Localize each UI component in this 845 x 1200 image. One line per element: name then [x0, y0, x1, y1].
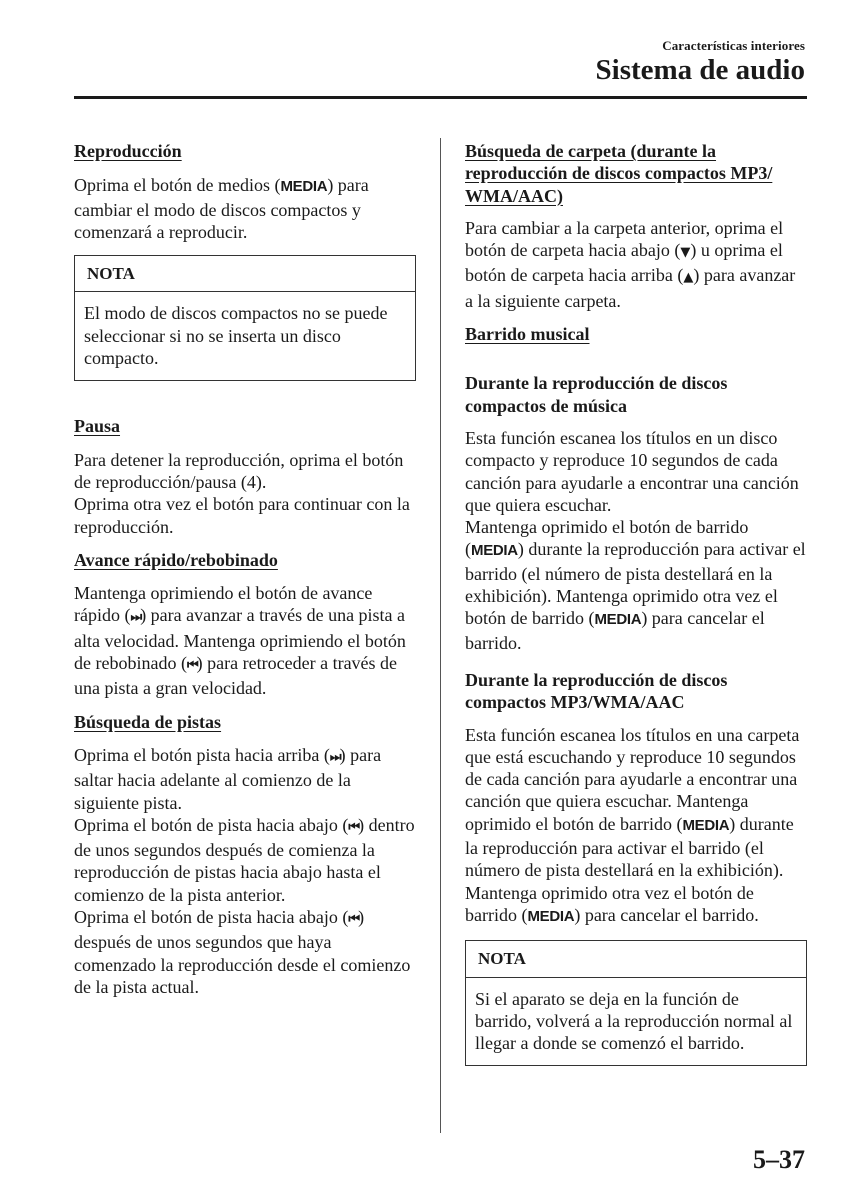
media-button-label: MEDIA	[682, 816, 730, 834]
paragraph-barrido-3	[465, 724, 807, 882]
heading-pausa: Pausa	[74, 416, 121, 437]
note-body: El modo de discos compactos no se puede seleccionar si no se inserta un disco compacto.	[84, 303, 388, 369]
paragraph-reproduccion	[74, 174, 416, 243]
text-fragment: Mantenga oprimido otra vez el botón de barrido (	[465, 882, 754, 925]
text-fragment: ) dentro de unos segundos después de comienza la reproducción de pistas hacia abajo hasta el comienzo de la pista anterior.	[74, 814, 415, 905]
paragraph-carpeta	[465, 217, 807, 312]
down-arrow-icon: ▼	[680, 245, 691, 261]
text-fragment: ) durante la reproducción para activar el barrido (el número de pista destellará en la exhibición).	[465, 813, 794, 881]
paragraph-avance	[74, 582, 416, 699]
track-down-icon: ⏮	[348, 819, 359, 835]
media-button-label: MEDIA	[527, 907, 575, 925]
note-box	[465, 940, 807, 1066]
text-fragment: Esta función escanea los títulos en una carpeta que está escuchando y reproduce 10 segundos de cada canción para ayudarle a encontrar una canción que quiera escuchar. Mantenga oprimido el botón de barrido (	[465, 724, 800, 834]
media-button-label: MEDIA	[280, 178, 328, 196]
note-body: Si el aparato se deja en la función de barrido, volverá a la reproducción normal al llegar a donde se comenzó el barrido.	[475, 988, 793, 1054]
header-rule	[74, 96, 807, 99]
text-fragment: ) durante la reproducción para activar el barrido (el número de pista destellará en la exhibición). Mantenga oprimido otra vez el botón de barrido (	[465, 539, 806, 629]
subheading-musica: Durante la reproducción de discos compactos de música	[465, 373, 728, 416]
text-fragment: Mantenga oprimido el botón de barrido (	[465, 517, 749, 560]
page-number: 5–37	[753, 1145, 805, 1174]
subheading-mp3: Durante la reproducción de discos compactos MP3/WMA/AAC	[465, 669, 728, 713]
paragraph-busqueda-3	[74, 906, 416, 998]
paragraph-barrido-1: Esta función escanea los títulos en un disco compacto y reproduce 10 segundos de cada canción para ayudarle a encontrar una canción que quiera escuchar.	[465, 427, 799, 515]
text-fragment: Oprima el botón de pista hacia abajo (	[74, 814, 349, 835]
paragraph-pausa-1: Para detener la reproducción, oprima el botón de reproducción/pausa (4).	[74, 449, 404, 492]
track-down-icon: ⏮	[348, 912, 359, 928]
paragraph-busqueda-1	[74, 744, 416, 814]
note-title: NOTA	[466, 941, 806, 977]
page-title: Sistema de audio	[595, 54, 805, 86]
note-box	[74, 255, 416, 381]
text-fragment: Oprima el botón pista hacia arriba (	[74, 744, 330, 765]
text-fragment: Oprima el botón de pista hacia abajo (	[74, 907, 349, 928]
track-up-icon: ⏭	[329, 749, 340, 765]
heading-barrido: Barrido musical	[465, 324, 590, 345]
text-fragment: ) para saltar hacia adelante al comienzo de la siguiente pista.	[74, 744, 382, 813]
right-column	[465, 140, 807, 1066]
text-fragment: ) para avanzar a la siguiente carpeta.	[465, 265, 796, 311]
paragraph-barrido-4	[465, 882, 807, 929]
text-fragment: ) para retroceder a través de una pista a gran velocidad.	[74, 653, 398, 699]
text-fragment: Oprima el botón de medios (	[74, 175, 281, 196]
media-button-label: MEDIA	[594, 611, 642, 629]
text-fragment: ) para cambiar el modo de discos compactos y comenzará a reproducir.	[74, 175, 369, 242]
up-arrow-icon: ▲	[683, 270, 694, 286]
text-fragment: ) para avanzar a través de una pista a alta velocidad. Mantenga oprimiendo el botón de rebobinado (	[74, 605, 406, 674]
note-title: NOTA	[75, 256, 415, 292]
paragraph-barrido-2	[465, 516, 807, 654]
text-fragment: ) para cancelar el barrido.	[574, 904, 759, 925]
heading-carpeta: Búsqueda de carpeta (durante la reproducción de discos compactos MP3/ WMA/AAC)	[465, 141, 773, 206]
left-column	[74, 140, 416, 998]
paragraph-pausa-2: Oprima otra vez el botón para continuar con la reproducción.	[74, 494, 410, 537]
fast-forward-icon: ⏭	[130, 610, 141, 626]
heading-avance: Avance rápido/rebobinado	[74, 549, 278, 570]
section-label: Características interiores	[662, 38, 805, 53]
media-button-label: MEDIA	[471, 542, 518, 560]
heading-busqueda: Búsqueda de pistas	[74, 711, 222, 732]
rewind-icon: ⏮	[186, 658, 197, 674]
text-fragment: ) después de unos segundos que haya comenzado la reproducción desde el comienzo de la pista actual.	[74, 907, 411, 997]
column-divider	[440, 138, 441, 1133]
paragraph-busqueda-2	[74, 814, 416, 906]
heading-reproduccion: Reproducción	[74, 141, 182, 161]
text-fragment: ) para cancelar el barrido.	[465, 608, 765, 653]
text-fragment: Para cambiar a la carpeta anterior, oprima el botón de carpeta hacia abajo (	[465, 217, 784, 261]
text-fragment: ) u oprima el botón de carpeta hacia arriba (	[465, 240, 783, 286]
text-fragment: Mantenga oprimiendo el botón de avance rápido (	[74, 583, 373, 626]
